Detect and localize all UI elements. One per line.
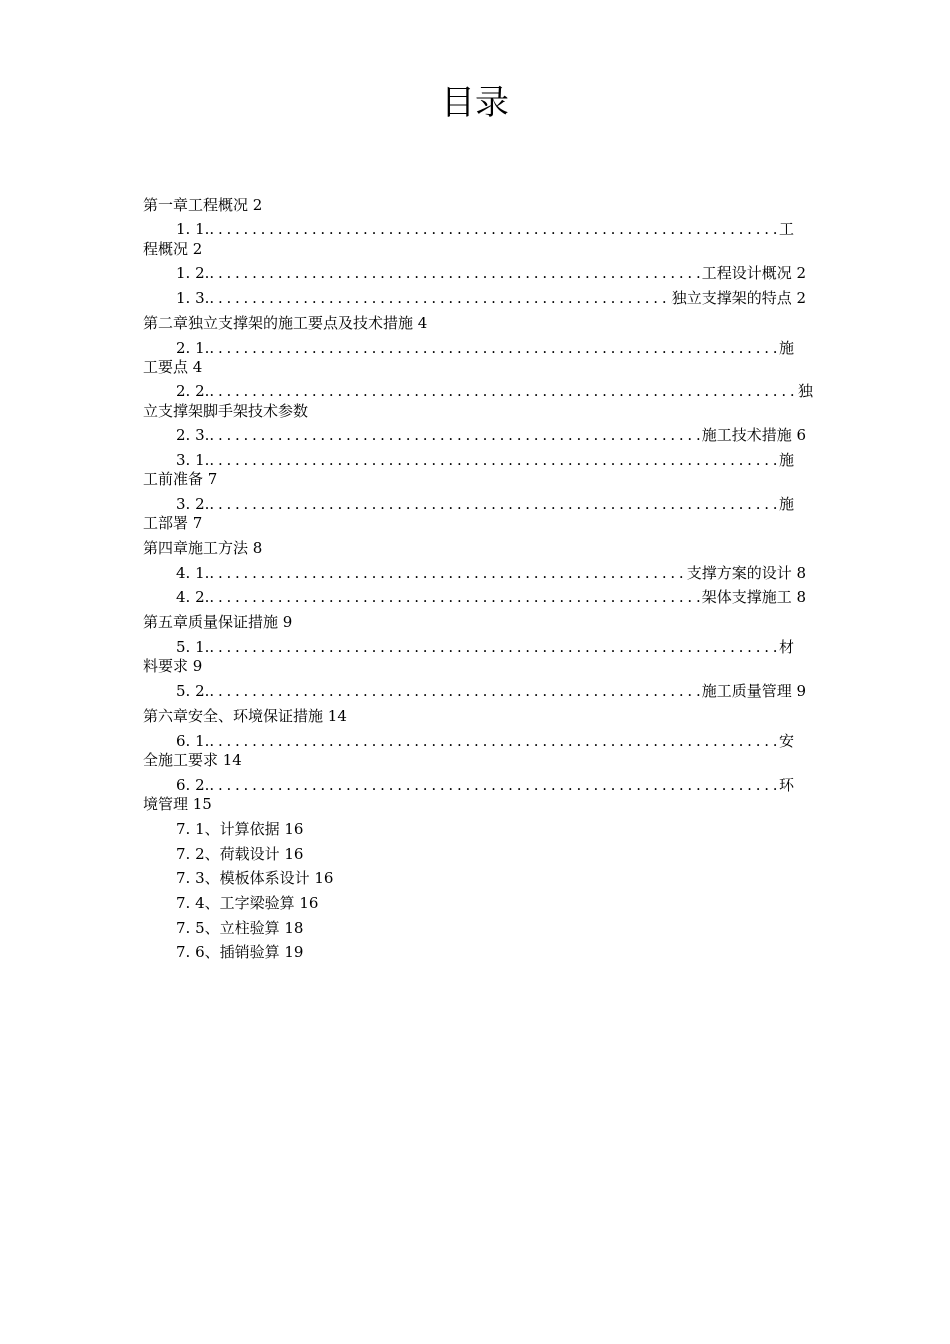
toc-entry-3-1[interactable] <box>176 450 794 470</box>
toc-leader-dots <box>209 288 671 308</box>
toc-chapter-2[interactable]: 第二章独立支撑架的施工要点及技术措施 4 <box>143 314 428 332</box>
toc-entry-4-1[interactable] <box>176 563 806 583</box>
toc-chapter-6[interactable]: 第六章安全、环境保证措施 14 <box>143 707 347 725</box>
toc-entry-number: 3. 2. <box>176 495 210 513</box>
toc-entry-number: 4. 2. <box>176 588 210 606</box>
toc-leader-dots <box>209 338 779 358</box>
toc-entry-number: 6. 2. <box>176 776 210 794</box>
toc-leader-dots <box>209 263 701 283</box>
toc-entry-6-1[interactable] <box>176 731 794 751</box>
toc-entry-5-2[interactable] <box>176 681 806 701</box>
toc-entry-1-2[interactable] <box>176 263 806 283</box>
toc-entry-6-2[interactable] <box>176 775 794 795</box>
toc-entry-number: 1. 3. <box>176 289 210 307</box>
toc-entry-3-2[interactable] <box>176 494 794 514</box>
page-title: 目录 <box>441 83 509 123</box>
toc-chapter-4[interactable]: 第四章施工方法 8 <box>143 539 263 557</box>
toc-leader-dots <box>209 681 701 701</box>
toc-entry-7-3[interactable]: 7. 3、模板体系设计 16 <box>176 869 334 887</box>
toc-entry-5-1-wrap[interactable]: 料要求 9 <box>143 657 203 675</box>
toc-entry-number: 4. 1. <box>176 564 210 582</box>
toc-entry-1-1-wrap[interactable]: 程概况 2 <box>143 240 203 258</box>
toc-leader-dots <box>209 587 701 607</box>
toc-entry-title: 独 <box>797 382 813 400</box>
toc-entry-title: 施 <box>778 451 794 469</box>
toc-entry-number: 2. 1. <box>176 339 210 357</box>
toc-leader-dots <box>209 450 779 470</box>
toc-entry-title: 工 <box>778 220 794 238</box>
toc-entry-title: 施工质量管理 9 <box>701 682 806 700</box>
toc-entry-7-5[interactable]: 7. 5、立柱验算 18 <box>176 919 304 937</box>
toc-entry-number: 3. 1. <box>176 451 210 469</box>
toc-leader-dots <box>209 219 779 239</box>
toc-chapter-5[interactable]: 第五章质量保证措施 9 <box>143 613 293 631</box>
toc-entry-7-6[interactable]: 7. 6、插销验算 19 <box>176 943 304 961</box>
toc-leader-dots <box>209 731 779 751</box>
toc-entry-title: 工程设计概况 2 <box>701 264 806 282</box>
toc-entry-title: 施 <box>778 339 794 357</box>
toc-entry-2-3[interactable] <box>176 425 806 445</box>
toc-leader-dots <box>209 775 779 795</box>
toc-entry-3-1-wrap[interactable]: 工前准备 7 <box>143 470 218 488</box>
toc-entry-3-2-wrap[interactable]: 工部署 7 <box>143 514 203 532</box>
toc-leader-dots <box>209 563 686 583</box>
toc-entry-title: 支撑方案的设计 8 <box>686 564 806 582</box>
toc-leader-dots <box>209 494 779 514</box>
toc-entry-number: 2. 3. <box>176 426 210 444</box>
toc-entry-number: 5. 1. <box>176 638 210 656</box>
toc-entry-title: 施工技术措施 6 <box>701 426 806 444</box>
toc-entry-title: 材 <box>778 638 794 656</box>
toc-entry-7-2[interactable]: 7. 2、荷载设计 16 <box>176 845 304 863</box>
toc-entry-title: 环 <box>778 776 794 794</box>
toc-entry-6-1-wrap[interactable]: 全施工要求 14 <box>143 751 242 769</box>
toc-entry-1-3[interactable] <box>176 288 806 308</box>
toc-entry-6-2-wrap[interactable]: 境管理 15 <box>143 795 212 813</box>
toc-entry-number: 1. 2. <box>176 264 210 282</box>
toc-entry-2-2-wrap[interactable]: 立支撑架脚手架技术参数 <box>143 402 309 420</box>
toc-entry-2-2[interactable] <box>176 381 813 401</box>
toc-entry-7-4[interactable]: 7. 4、工字梁验算 16 <box>176 894 319 912</box>
toc-leader-dots <box>209 425 701 445</box>
toc-entry-number: 1. 1. <box>176 220 210 238</box>
toc-leader-dots <box>209 637 779 657</box>
toc-entry-2-1-wrap[interactable]: 工要点 4 <box>143 358 203 376</box>
toc-entry-7-1[interactable]: 7. 1、计算依据 16 <box>176 820 304 838</box>
toc-entry-number: 2. 2. <box>176 382 210 400</box>
toc-entry-title: 独立支撑架的特点 2 <box>671 289 806 307</box>
toc-entry-title: 架体支撑施工 8 <box>701 588 806 606</box>
toc-entry-number: 5. 2. <box>176 682 210 700</box>
toc-entry-title: 施 <box>778 495 794 513</box>
toc-entry-title: 安 <box>778 732 794 750</box>
toc-entry-number: 6. 1. <box>176 732 210 750</box>
toc-entry-5-1[interactable] <box>176 637 794 657</box>
toc-leader-dots <box>209 381 798 401</box>
toc-chapter-1[interactable]: 第一章工程概况 2 <box>143 196 263 214</box>
toc-entry-2-1[interactable] <box>176 338 794 358</box>
toc-entry-1-1[interactable] <box>176 219 794 239</box>
toc-entry-4-2[interactable] <box>176 587 806 607</box>
